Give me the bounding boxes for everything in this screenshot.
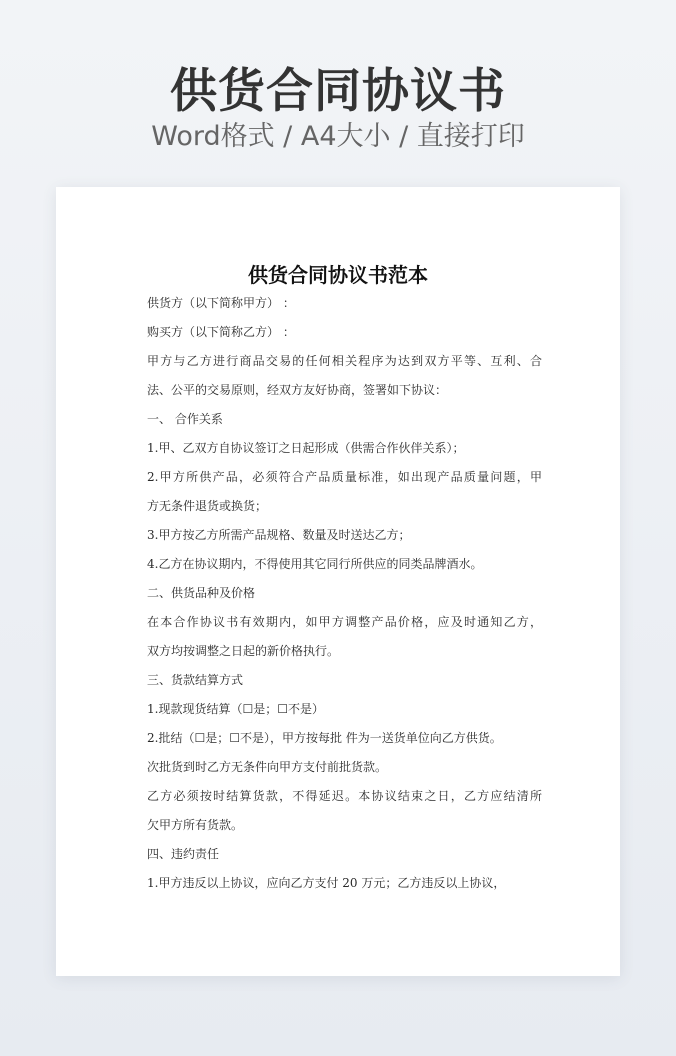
paragraph-intro-line-2: 法、公平的交易原则，经双方友好协商，签署如下协议：: [147, 383, 448, 397]
clause-3-3-line-2: 欠甲方所有货款。: [147, 818, 244, 832]
line-buyer: 购买方（以下简称乙方） ：: [147, 325, 295, 339]
clause-1-3: 3.甲方按乙方所需产品规格、数量及时送达乙方；: [147, 528, 411, 542]
clause-1-4: 4.乙方在协议期内，不得使用其它同行所供应的同类品牌酒水。: [147, 557, 483, 571]
document-body: [147, 289, 542, 898]
line-supplier: 供货方（以下简称甲方） ：: [147, 296, 295, 310]
clause-1-1: 1.甲、乙双方自协议签订之日起形成（供需合作伙伴关系）；: [147, 441, 465, 455]
clause-4-1: 1.甲方违反以上协议，应向乙方支付 20 万元；乙方违反以上协议，: [147, 876, 506, 890]
clause-2-line-2: 双方均按调整之日起的新价格执行。: [147, 644, 340, 658]
section-heading-liability: 四、违约责任: [147, 847, 220, 861]
clause-2-line-1: 在本合作协议书有效期内，如甲方调整产品价格，应及时通知乙方，: [147, 615, 542, 629]
section-heading-products-price: 二、供货品种及价格: [147, 586, 256, 600]
clause-3-2-line-2: 次批货到时乙方无条件向甲方支付前批货款。: [147, 760, 388, 774]
clause-3-2-line-1: 2.批结（☐是；☐不是），甲方按每批 件为一送货单位向乙方供货。: [147, 731, 502, 745]
section-heading-settlement: 三、货款结算方式: [147, 673, 244, 687]
section-heading-cooperation: 一、 合作关系: [147, 412, 223, 426]
clause-1-2-line-2: 方无条件退货或换货；: [147, 499, 268, 513]
document-title: 供货合同协议书范本: [248, 263, 428, 287]
banner-title: 供货合同协议书: [170, 64, 506, 119]
clause-3-1: 1.现款现货结算（☐是；☐不是）: [147, 702, 324, 716]
clause-3-3-line-1: 乙方必须按时结算货款，不得延迟。本协议结束之日，乙方应结清所: [147, 789, 542, 803]
clause-1-2-line-1: 2.甲方所供产品，必须符合产品质量标准，如出现产品质量问题，甲: [147, 470, 542, 484]
document-page: [56, 187, 620, 976]
banner-subtitle: Word格式 / A4大小 / 直接打印: [151, 121, 525, 152]
paragraph-intro-line-1: 甲方与乙方进行商品交易的任何相关程序为达到双方平等、互利、合: [147, 354, 542, 368]
